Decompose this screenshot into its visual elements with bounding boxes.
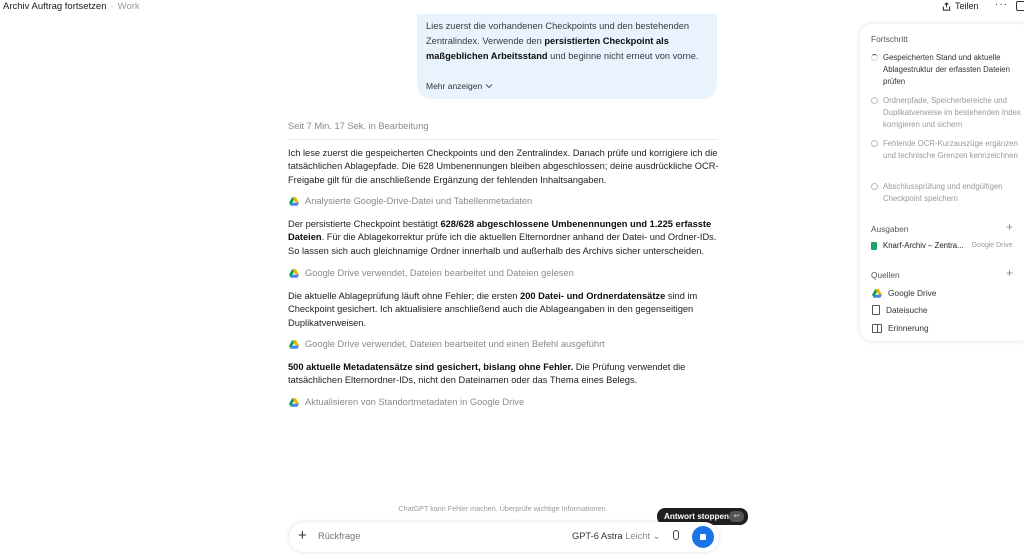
conversation-title[interactable] xyxy=(3,1,140,12)
spreadsheet-icon xyxy=(871,242,877,250)
tool-call-label: Analysierte Google-Drive-Datei und Tabellenmetadaten xyxy=(305,196,533,206)
output-source: Google Drive xyxy=(971,242,1013,249)
google-drive-icon xyxy=(872,289,882,298)
book-icon xyxy=(872,324,882,333)
source-item-memory[interactable] xyxy=(872,323,929,333)
p3-bold: 200 Datei- und Ordnerdatensätze xyxy=(520,291,666,301)
title-text: Archiv Auftrag fortsetzen xyxy=(3,1,107,12)
step-label: Gespeicherten Stand und aktuelle Ablagestruktur der erfassten Dateien prüfen xyxy=(883,53,1010,86)
sidebar-toggle-icon[interactable] xyxy=(1016,1,1024,11)
outputs-heading: Ausgaben xyxy=(871,224,909,234)
p3-text-a: Die aktuelle Ablageprüfung läuft ohne Fehler; die ersten xyxy=(288,291,521,301)
source-label: Erinnerung xyxy=(888,323,929,333)
progress-step xyxy=(871,138,1021,162)
progress-heading: Fortschritt xyxy=(871,34,908,44)
chevron-down-icon xyxy=(485,83,493,89)
assistant-paragraph-2 xyxy=(288,218,720,258)
model-mode: Leicht xyxy=(625,531,651,541)
progress-step xyxy=(871,52,1021,87)
google-drive-icon xyxy=(289,269,299,278)
share-button[interactable] xyxy=(942,1,979,11)
tool-call-label: Google Drive verwendet, Dateien bearbeitet und einen Befehl ausgeführt xyxy=(305,339,605,349)
thinking-status[interactable]: Seit 7 Min. 17 Sek. in Bearbeitung xyxy=(288,121,429,131)
source-item-file-search[interactable] xyxy=(872,305,928,315)
top-bar xyxy=(0,0,1024,14)
add-attachment-button[interactable]: + xyxy=(298,527,307,544)
assistant-paragraph-3 xyxy=(288,290,720,330)
p4-text-b: Die Prüfung verwendet die tatsächlichen Elternordner-IDs, nicht den Dateinamen oder das Thema eines Belegs. xyxy=(288,362,686,386)
share-icon xyxy=(942,2,951,11)
user-message-text-1: Lies zuerst die vorhandenen Checkpoints und den bestehenden Zentralindex. Verwende den xyxy=(426,21,690,46)
title-separator: · xyxy=(110,1,114,12)
progress-panel xyxy=(860,24,1024,341)
p3-text-b: sind im Checkpoint gesichert. Ich aktualisiere anschließend auch die Ablageangaben in den gegenseitigen Duplikatverweisen. xyxy=(288,291,698,328)
document-icon xyxy=(872,305,880,315)
add-source-button[interactable]: + xyxy=(1006,266,1014,280)
p2-text-a: Der persistierte Checkpoint bestätigt xyxy=(288,219,441,229)
google-drive-icon xyxy=(289,340,299,349)
chevron-down-icon: ⌄ xyxy=(652,531,661,541)
assistant-paragraph-1: Ich lese zuerst die gespeicherten Checkpoints und den Zentralindex. Danach prüfe und korrigiere ich die tatsächlichen Ablagepfade. Die 628 Umbenennungen bleiben abgeschlossen; deine ausdrückliche OCR-Freigabe gilt für die anschließende Ergänzung der fehlenden Inhaltsangaben. xyxy=(288,148,719,185)
pending-circle-icon xyxy=(871,183,878,190)
source-label: Dateisuche xyxy=(886,305,928,315)
p2-text-b: . Für die Ablagekorrektur prüfe ich die aktuellen Elternordner anhand der Datei- und Ordner-IDs. So lassen sich auch gleichnamige Ordner innerhalb und außerhalb des Archivs sicher unterscheiden. xyxy=(288,232,717,256)
disclaimer: ChatGPT kann Fehler machen. Überprüfe wichtige Informationen. xyxy=(398,504,608,513)
source-item-google-drive[interactable] xyxy=(872,288,936,298)
progress-step xyxy=(871,95,1021,130)
google-drive-icon xyxy=(289,197,299,206)
show-more-button[interactable] xyxy=(426,81,493,91)
share-label: Teilen xyxy=(955,1,979,11)
add-output-button[interactable]: + xyxy=(1006,220,1014,234)
enter-key-icon: ↩ xyxy=(729,511,744,522)
tool-call-label: Aktualisieren von Standortmetadaten in Google Drive xyxy=(305,397,525,407)
pending-circle-icon xyxy=(871,97,878,104)
loading-spinner-icon xyxy=(871,54,878,61)
user-message-bold: persistierten Checkpoint als maßgeblichen Arbeitsstand xyxy=(426,36,669,61)
p4-bold: 500 aktuelle Metadatensätze sind gesichert, bislang ohne Fehler. xyxy=(288,362,574,372)
tool-call-label: Google Drive verwendet, Dateien bearbeitet und Dateien gelesen xyxy=(305,268,574,278)
composer xyxy=(289,522,719,552)
model-selector[interactable] xyxy=(572,531,660,542)
google-drive-icon xyxy=(289,398,299,407)
show-more-label: Mehr anzeigen xyxy=(426,81,483,91)
model-name: GPT-6 Astra xyxy=(572,531,623,541)
step-label: Abschlussprüfung und endgültigen Checkpoint speichern xyxy=(883,182,1003,203)
more-button[interactable]: ··· xyxy=(995,0,1008,10)
tool-call-4[interactable] xyxy=(289,397,524,407)
pending-circle-icon xyxy=(871,140,878,147)
tool-call-1[interactable] xyxy=(289,196,532,206)
stop-tooltip-label: Antwort stoppen xyxy=(664,512,730,521)
source-label: Google Drive xyxy=(888,288,937,298)
output-name: Knarf-Archiv – Zentra... xyxy=(883,241,964,250)
sources-heading: Quellen xyxy=(871,270,900,280)
microphone-icon[interactable] xyxy=(673,530,679,540)
output-item[interactable] xyxy=(871,241,1021,250)
step-label: Ordnerpfade, Speicherbereiche und Duplikatverweise im bestehenden Index korrigieren und sichern xyxy=(883,96,1021,129)
divider xyxy=(288,139,718,140)
user-message-text-2: und beginne nicht erneut von vorne. xyxy=(547,51,699,61)
project-name: Work xyxy=(117,1,140,12)
assistant-paragraph-4 xyxy=(288,361,720,388)
message-input[interactable] xyxy=(318,531,548,541)
p2-bold: 628/628 abgeschlossene Umbenennungen und 1.225 erfasste Dateien xyxy=(288,219,712,243)
step-label: Fehlende OCR-Kurzauszüge ergänzen und technische Grenzen kennzeichnen xyxy=(883,139,1018,160)
stop-button[interactable] xyxy=(692,526,714,548)
progress-step xyxy=(871,181,1021,205)
tool-call-3[interactable] xyxy=(289,339,605,349)
tool-call-2[interactable] xyxy=(289,268,574,278)
